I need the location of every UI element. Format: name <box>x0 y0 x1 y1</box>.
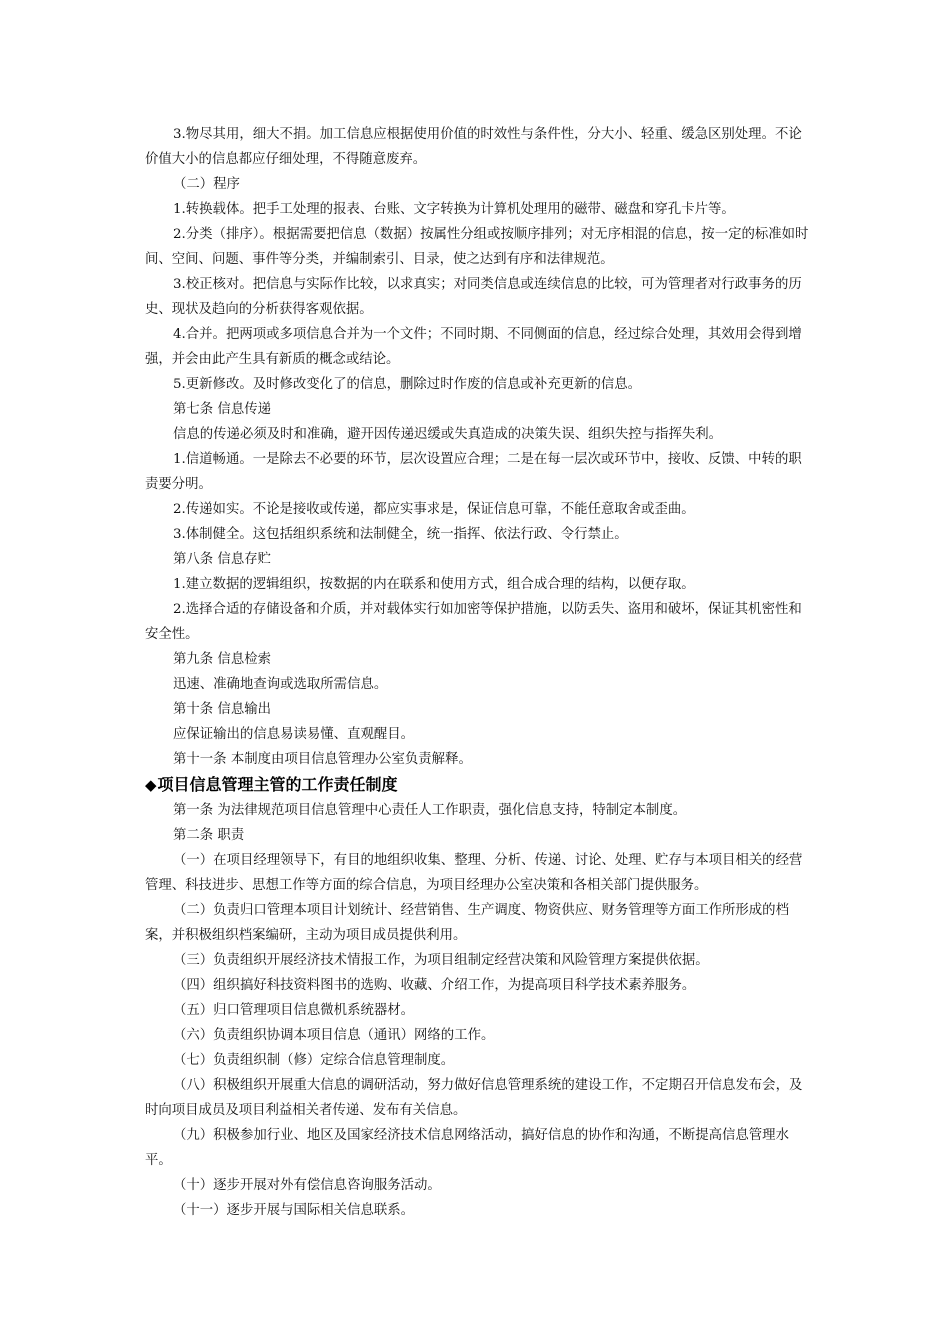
section-information-processing <box>145 122 811 772</box>
paragraph: 第十一条 本制度由项目信息管理办公室负责解释。 <box>173 752 472 767</box>
paragraph: （七）负责组织制（修）定综合信息管理制度。 <box>173 1053 455 1068</box>
paragraph: 3.体制健全。这包括组织系统和法制健全，统一指挥、依法行政、令行禁止。 <box>173 527 628 542</box>
article-heading: 第十条 信息输出 <box>173 702 271 717</box>
article-heading: 第九条 信息检索 <box>173 652 271 667</box>
paragraph: 应保证输出的信息易读易懂、直观醒目。 <box>173 727 415 742</box>
paragraph: 4.合并。把两项或多项信息合并为一个文件；不同时期、不同侧面的信息，经过综合处理，其效用会得到增强，并会由此产生具有新质的概念或结论。 <box>145 327 802 367</box>
article-heading: 第八条 信息存贮 <box>173 552 271 567</box>
paragraph: （十）逐步开展对外有偿信息咨询服务活动。 <box>173 1178 441 1193</box>
paragraph: （十一）逐步开展与国际相关信息联系。 <box>173 1203 415 1218</box>
paragraph: （一）在项目经理领导下，有目的地组织收集、整理、分析、传递、讨论、处理、贮存与本项目相关的经营管理、科技进步、思想工作等方面的综合信息，为项目经理办公室决策和各相关部门提供服务。 <box>145 853 803 893</box>
article-heading: 第二条 职责 <box>173 828 245 843</box>
paragraph: （六）负责组织协调本项目信息（通讯）网络的工作。 <box>173 1028 495 1043</box>
document-page <box>145 122 811 1223</box>
diamond-bullet-icon: ◆ <box>145 776 157 794</box>
article-heading: 第七条 信息传递 <box>173 402 271 417</box>
paragraph: 2.分类（排序）。根据需要把信息（数据）按属性分组或按顺序排列；对无序相混的信息，按一定的标准如时间、空间、问题、事件等分类，并编制索引、目录，使之达到有序和法律规范。 <box>145 227 809 267</box>
paragraph: （四）组织搞好科技资料图书的选购、收藏、介绍工作，为提高项目科学技术素养服务。 <box>173 978 696 993</box>
subsection-heading: （二）程序 <box>173 177 240 192</box>
paragraph: 1.信道畅通。一是除去不必要的环节，层次设置应合理；二是在每一层次或环节中，接收、反馈、中转的职责要分明。 <box>145 452 802 492</box>
paragraph: 2.传递如实。不论是接收或传递，都应实事求是，保证信息可靠，不能任意取舍或歪曲。 <box>173 502 695 517</box>
paragraph: （九）积极参加行业、地区及国家经济技术信息网络活动，搞好信息的协作和沟通，不断提高信息管理水平。 <box>145 1128 789 1168</box>
paragraph: 3.校正核对。把信息与实际作比较，以求真实；对同类信息或连续信息的比较，可为管理者对行政事务的历史、现状及趋向的分析获得客观依据。 <box>145 277 802 317</box>
section-manager-responsibility <box>145 798 811 1223</box>
paragraph: 信息的传递必须及时和准确，避开因传递迟缓或失真造成的决策失误、组织失控与指挥失利。 <box>173 427 723 442</box>
section-heading <box>145 772 811 798</box>
paragraph: （八）积极组织开展重大信息的调研活动，努力做好信息管理系统的建设工作，不定期召开信息发布会，及时向项目成员及项目利益相关者传递、发布有关信息。 <box>145 1078 803 1118</box>
paragraph: 2.选择合适的存储设备和介质，并对载体实行如加密等保护措施，以防丢失、盗用和破坏，保证其机密性和安全性。 <box>145 602 802 642</box>
paragraph: 1.转换载体。把手工处理的报表、台账、文字转换为计算机处理用的磁带、磁盘和穿孔卡片等。 <box>173 202 735 217</box>
article-heading: 第一条 为法律规范项目信息管理中心责任人工作职责，强化信息支持，特制定本制度。 <box>173 803 687 818</box>
paragraph: 迅速、准确地查询或选取所需信息。 <box>173 677 388 692</box>
paragraph: （五）归口管理项目信息微机系统器材。 <box>173 1003 415 1018</box>
section-heading-title: 项目信息管理主管的工作责任制度 <box>157 775 398 794</box>
paragraph: （二）负责归口管理本项目计划统计、经营销售、生产调度、物资供应、财务管理等方面工作所形成的档案，并积极组织档案编研，主动为项目成员提供利用。 <box>145 903 789 943</box>
paragraph: （三）负责组织开展经济技术情报工作，为项目组制定经营决策和风险管理方案提供依据。 <box>173 953 709 968</box>
paragraph: 1.建立数据的逻辑组织，按数据的内在联系和使用方式，组合成合理的结构，以便存取。 <box>173 577 695 592</box>
paragraph: 3.物尽其用，细大不捐。加工信息应根据使用价值的时效性与条件性，分大小、轻重、缓急区别处理。不论价值大小的信息都应仔细处理，不得随意废弃。 <box>145 127 802 167</box>
paragraph: 5.更新修改。及时修改变化了的信息，删除过时作废的信息或补充更新的信息。 <box>173 377 642 392</box>
